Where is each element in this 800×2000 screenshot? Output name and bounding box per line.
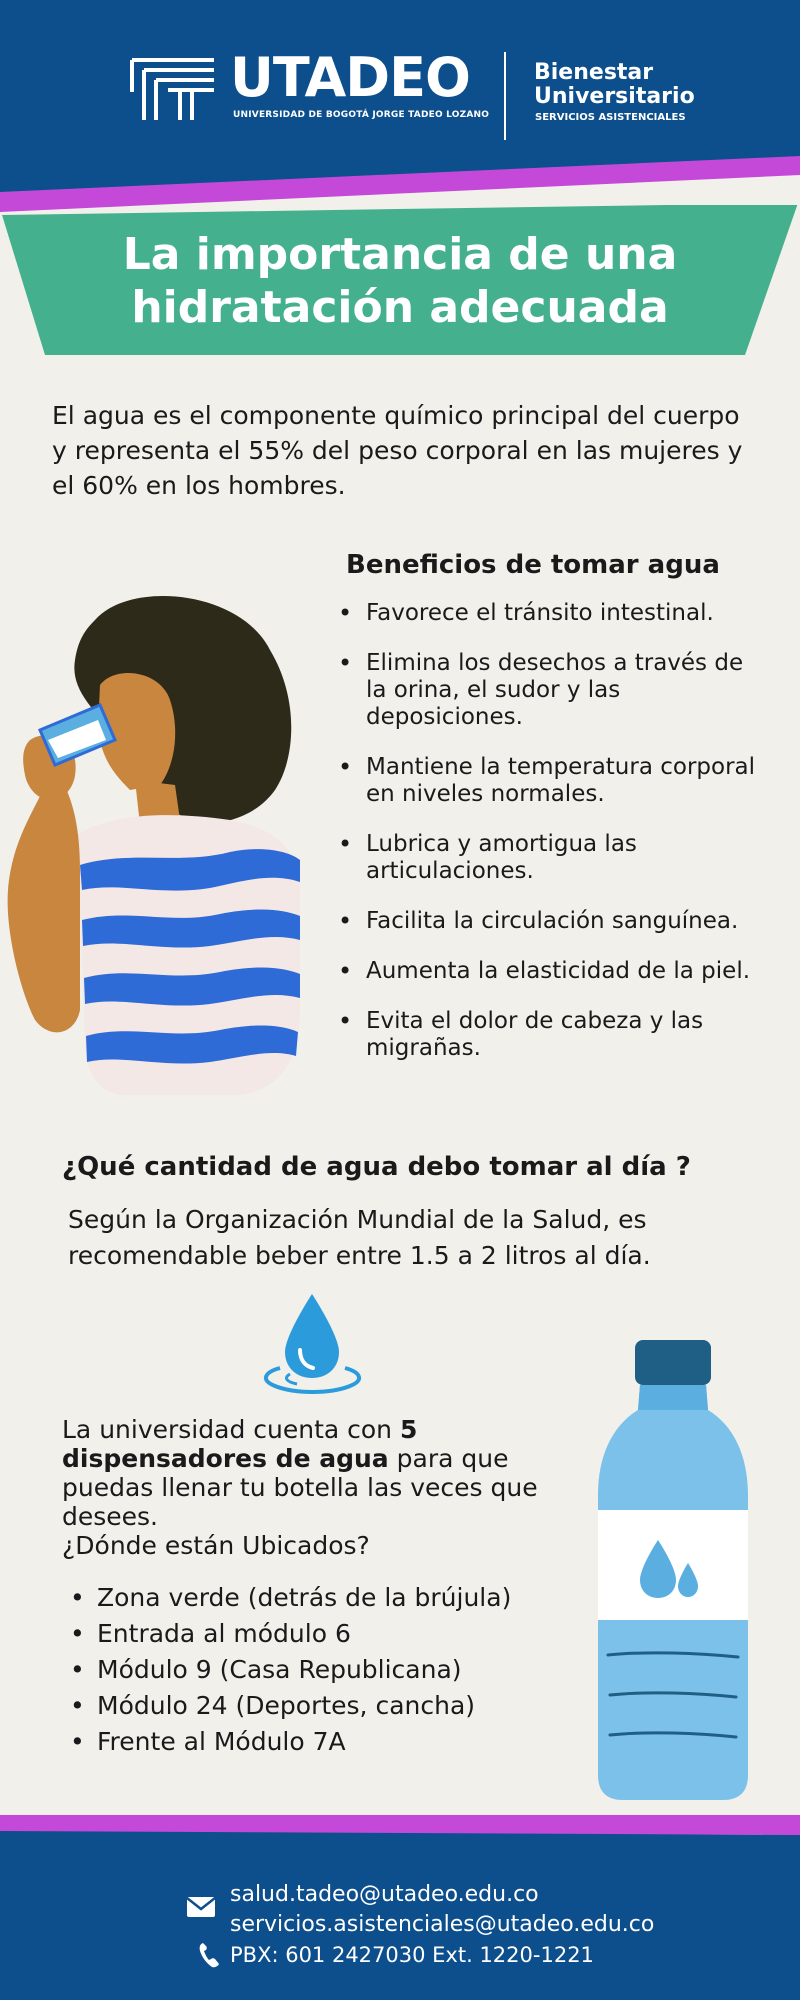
contact-email-servicios[interactable]: servicios.asistenciales@utadeo.edu.co — [230, 1912, 655, 1937]
water-quantity-heading: ¿Qué cantidad de agua debo tomar al día ? — [62, 1152, 691, 1182]
dispensers-text-before: La universidad cuenta con — [62, 1415, 400, 1444]
utadeo-logo-icon — [130, 52, 216, 122]
unit-subtitle: SERVICIOS ASISTENCIALES — [535, 112, 686, 123]
dispensers-text-after: para que puedas llenar tu botella las veces que desees. — [62, 1444, 538, 1531]
benefit-item: • Evita el dolor de cabeza y las migrañas. — [338, 1008, 758, 1062]
header-divider — [504, 52, 506, 140]
benefit-item: • Elimina los desechos a través de la orina, el sudor y las deposiciones. — [338, 650, 758, 731]
dispensers-count: 5 dispensadores de agua — [62, 1415, 418, 1473]
locations-list — [62, 1580, 582, 1760]
benefit-item: • Aumenta la elasticidad de la piel. — [338, 958, 758, 985]
footer-background — [0, 1815, 800, 2000]
contact-phone: PBX: 601 2427030 Ext. 1220-1221 — [230, 1943, 594, 1967]
brand-name: UTADEO — [230, 46, 470, 109]
location-item: • Entrada al módulo 6 — [62, 1616, 582, 1652]
phone-icon — [198, 1942, 220, 1968]
water-quantity-answer: Según la Organización Mundial de la Salud, es recomendable beber entre 1.5 a 2 litros al día. — [68, 1205, 651, 1270]
brand-subtitle: UNIVERSIDAD DE BOGOTÁ JORGE TADEO LOZANO — [233, 110, 490, 120]
intro-paragraph: El agua es el componente químico principal del cuerpo y representa el 55% del peso corporal en las mujeres y el 60% en los hombres. — [52, 401, 743, 500]
page-title-line1: La importancia de una — [122, 229, 678, 280]
water-bottle-illustration — [588, 1335, 758, 1805]
benefit-item: • Mantiene la temperatura corporal en niveles normales. — [338, 754, 758, 808]
location-item: • Módulo 24 (Deportes, cancha) — [62, 1688, 582, 1724]
benefit-item: • Lubrica y amortigua las articulaciones. — [338, 831, 758, 885]
woman-drinking-illustration — [0, 590, 310, 1100]
benefits-list — [338, 600, 758, 1085]
page-title — [60, 228, 740, 334]
contact-email-salud[interactable]: salud.tadeo@utadeo.edu.co — [230, 1882, 539, 1907]
unit-title-line2: Universitario — [534, 84, 695, 109]
dispensers-where: ¿Dónde están Ubicados? — [62, 1531, 370, 1560]
benefit-item: • Facilita la circulación sanguínea. — [338, 908, 758, 935]
location-item: • Zona verde (detrás de la brújula) — [62, 1580, 582, 1616]
benefit-item: • Favorece el tránsito intestinal. — [338, 600, 758, 627]
dispensers-paragraph — [62, 1415, 542, 1560]
benefits-heading: Beneficios de tomar agua — [346, 550, 720, 580]
location-item: • Frente al Módulo 7A — [62, 1724, 582, 1760]
page-title-line2: hidratación adecuada — [131, 282, 669, 333]
location-item: • Módulo 9 (Casa Republicana) — [62, 1652, 582, 1688]
water-drop-icon — [255, 1290, 370, 1395]
email-icon — [186, 1896, 216, 1918]
unit-title-line1: Bienestar — [534, 60, 654, 85]
